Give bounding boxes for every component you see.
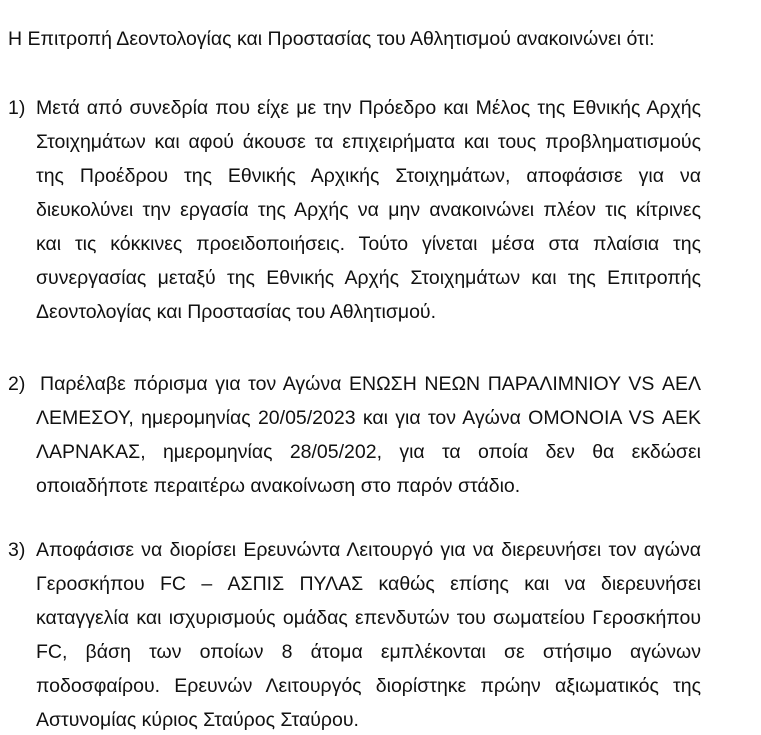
item-1-line-3: της Προέδρου της Εθνικής Αρχικής Στοιχημάτων, αποφάσισε για να <box>36 165 701 187</box>
item-2-number: 2) <box>8 373 26 395</box>
item-3-number: 3) <box>8 539 26 561</box>
item-3-line-5: ποδοσφαίρου. Ερευνών Λειτουργός διορίστηκε πρώην αξιωματικός της <box>36 675 701 697</box>
item-2-line-3: ΛΑΡΝΑΚΑΣ, ημερομηνίας 28/05/202, για τα οποία δεν θα εκδώσει <box>36 441 701 463</box>
item-3-line-2: Γεροσκήπου FC – ΑΣΠΙΣ ΠΥΛΑΣ καθώς επίσης και να διερευνήσει <box>36 573 701 595</box>
item-2-line-4: οποιαδήποτε περαιτέρω ανακοίνωση στο παρόν στάδιο. <box>36 475 521 497</box>
item-1-line-4: διευκολύνει την εργασία της Αρχής να μην ανακοινώνει πλέον τις κίτρινες <box>36 199 701 221</box>
item-1-line-7: Δεοντολογίας και Προστασίας του Αθλητισμού. <box>36 301 437 323</box>
item-1-line-1: Μετά από συνεδρία που είχε με την Πρόεδρο και Μέλος της Εθνικής Αρχής <box>36 97 701 119</box>
item-2-line-1: Παρέλαβε πόρισμα για τον Αγώνα ΕΝΩΣΗ ΝΕΩΝ ΠΑΡΑΛΙΜΝΙΟΥ VS ΑΕΛ <box>40 373 701 395</box>
item-1-number: 1) <box>8 97 26 119</box>
item-1-line-2: Στοιχημάτων και αφού άκουσε τα επιχειρήματα και τους προβληματισμούς <box>36 131 701 153</box>
item-3-line-6: Αστυνομίας κύριος Σταύρος Σταύρου. <box>36 709 359 731</box>
item-3-line-1: Αποφάσισε να διορίσει Ερευνώντα Λειτουργό για να διερευνήσει τον αγώνα <box>36 539 701 561</box>
item-1-line-5: και τις κόκκινες προειδοποιήσεις. Τούτο γίνεται μέσα στα πλαίσια της <box>36 233 701 255</box>
item-3-line-4: FC, βάση των οποίων 8 άτομα εμπλέκονται σε στήσιμο αγώνων <box>36 641 701 663</box>
intro-text: Η Επιτροπή Δεοντολογίας και Προστασίας του Αθλητισμού ανακοινώνει ότι: <box>8 28 655 50</box>
item-3-line-3: καταγγελία και ισχυρισμούς ομάδας επενδυτών του σωματείου Γεροσκήπου <box>36 607 701 629</box>
item-1-line-6: συνεργασίας μεταξύ της Εθνικής Αρχής Στοιχημάτων και της Επιτροπής <box>36 267 701 289</box>
item-2-line-2: ΛΕΜΕΣΟΥ, ημερομηνίας 20/05/2023 και για τον Αγώνα ΟΜΟΝΟΙΑ VS ΑΕΚ <box>36 407 701 429</box>
